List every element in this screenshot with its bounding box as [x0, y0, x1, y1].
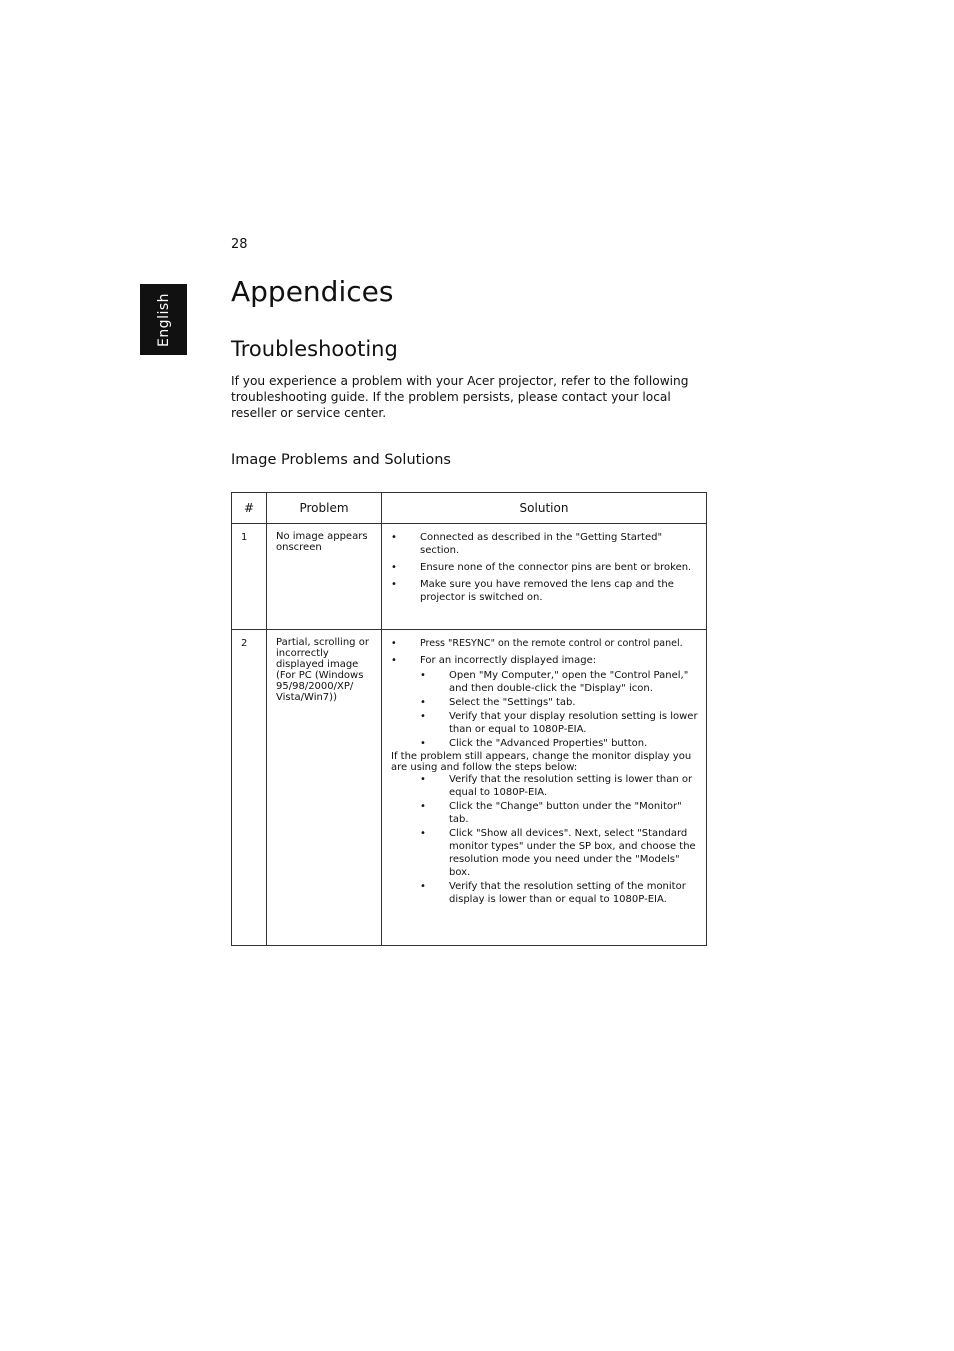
sub-step: • Open "My Computer," open the "Control Panel," and then double-click the "Display" icon. [391, 669, 700, 695]
row-number: 2 [232, 630, 267, 946]
list-item: • Press "RESYNC" on the remote control or control panel. [391, 637, 700, 650]
sub-step-list [391, 669, 700, 750]
solution-list [391, 531, 700, 604]
table-row [232, 524, 707, 630]
row-solution [382, 524, 707, 630]
sub-step: • Verify that the resolution setting of the monitor display is lower than or equal to 1080P-EIA. [391, 880, 700, 906]
intro-paragraph: If you experience a problem with your Acer projector, refer to the following troubleshooting guide. If the problem persists, please contact your local reseller or service center. [231, 374, 689, 420]
sub-step: • Click "Show all devices". Next, select "Standard monitor types" under the SP box, and choose the resolution mode you need under the "Models" box. [391, 827, 700, 879]
follow-up-note: If the problem still appears, change the monitor display you are using and follow the steps below: [391, 751, 692, 773]
list-item-label: For an incorrectly displayed image: [420, 655, 597, 666]
list-item: • Connected as described in the "Getting Started" section. [391, 531, 700, 557]
sub-step: • Verify that your display resolution setting is lower than or equal to 1080P-EIA. [391, 710, 700, 736]
header-problem: Problem [267, 493, 382, 524]
page-number: 28 [231, 237, 248, 252]
header-number: # [232, 493, 267, 524]
language-tab [140, 284, 187, 355]
sub-step: • Select the "Settings" tab. [391, 696, 700, 709]
header-solution: Solution [382, 493, 707, 524]
row-problem: No image appears onscreen [267, 524, 382, 630]
row-solution [382, 630, 707, 946]
sub-step: • Verify that the resolution setting is lower than or equal to 1080P-EIA. [391, 773, 700, 799]
row-number: 1 [232, 524, 267, 630]
subsection-heading: Image Problems and Solutions [231, 452, 451, 468]
list-item: • Ensure none of the connector pins are bent or broken. [391, 561, 700, 574]
sub-step-list [391, 773, 700, 906]
sub-step: • Click the "Advanced Properties" button. [391, 737, 700, 750]
row-problem: Partial, scrolling or incorrectly displayed image (For PC (Windows 95/98/2000/XP/ Vista/Win7)) [267, 630, 382, 946]
solution-list [391, 637, 700, 906]
sub-step: • Click the "Change" button under the "Monitor" tab. [391, 800, 700, 826]
section-title: Troubleshooting [231, 337, 398, 361]
language-tab-label: English [155, 292, 172, 347]
list-item: • Make sure you have removed the lens cap and the projector is switched on. [391, 578, 700, 604]
table-row [232, 630, 707, 946]
table-header-row [232, 493, 707, 524]
troubleshooting-table [231, 492, 707, 946]
page-title: Appendices [231, 275, 394, 308]
list-item [391, 654, 700, 906]
